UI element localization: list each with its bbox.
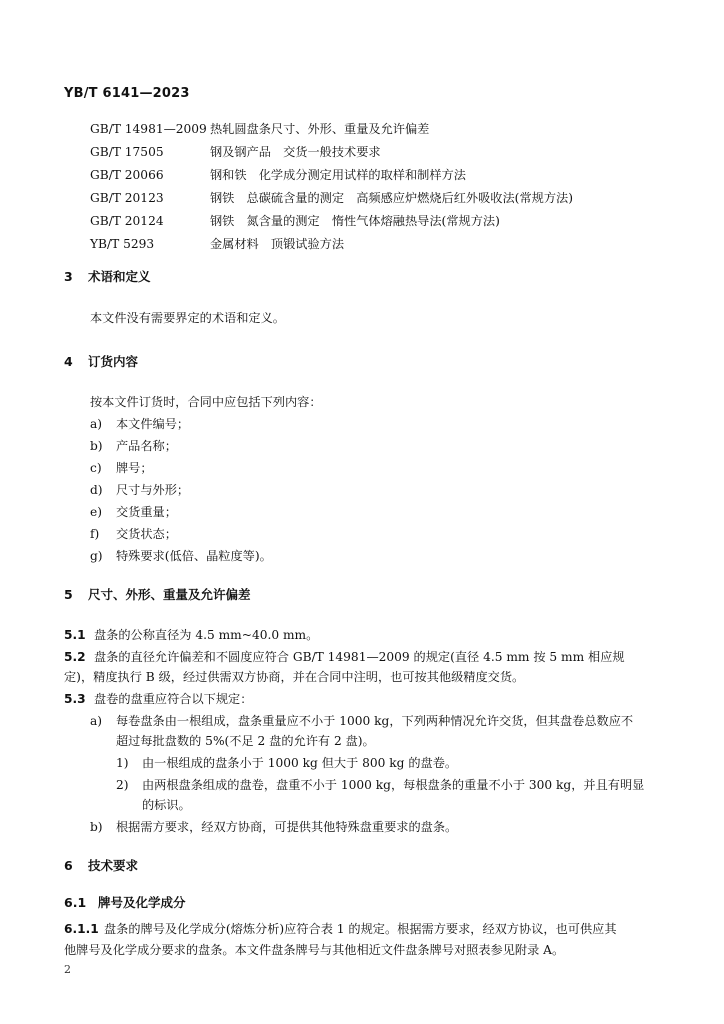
reference-title: 钢铁 总碳硫含量的测定 高频感应炉燃烧后红外吸收法(常规方法): [210, 191, 573, 205]
section-title: 订货内容: [88, 354, 139, 369]
reference-code: GB/T 20066: [90, 168, 164, 182]
reference-title: 钢及钢产品 交货一般技术要求: [210, 145, 381, 159]
list-text: 特殊要求(低倍、晶粒度等)。: [116, 549, 272, 563]
section-heading: [64, 267, 151, 285]
reference-item: [90, 189, 573, 207]
list-marker: d): [90, 483, 103, 497]
list-text: 尺寸与外形；: [116, 483, 190, 497]
section-title: 技术要求: [88, 858, 139, 873]
clause-text: 盘卷的盘重应符合以下规定：: [94, 692, 253, 706]
list-item: [90, 503, 177, 521]
subsection-heading: [64, 893, 186, 911]
list-marker: a): [90, 714, 103, 728]
list-text: 本文件编号；: [116, 417, 190, 431]
section-title: 术语和定义: [88, 269, 151, 284]
section-heading: [64, 856, 138, 874]
list-item: [90, 415, 189, 433]
list-item: [90, 818, 457, 836]
clause-number: 6.1.1: [64, 922, 99, 936]
clause-6-1-1: [64, 920, 617, 938]
sub-list-item: [116, 776, 644, 794]
list-marker: 2): [116, 778, 129, 792]
list-text-continuation: 的标识。: [142, 798, 191, 812]
list-marker: c): [90, 461, 102, 475]
clause-5-1: [64, 626, 318, 644]
list-marker: a): [90, 417, 103, 431]
list-text-continuation: 超过每批盘数的 5%(不足 2 盘的允许有 2 盘)。: [116, 734, 375, 748]
reference-item: [90, 166, 466, 184]
reference-code: GB/T 14981—2009: [90, 122, 207, 136]
sub-list-item: [116, 754, 457, 772]
clause-text-continuation: 他牌号及化学成分要求的盘条。本文件盘条牌号与其他相近文件盘条牌号对照表参见附录 A。: [64, 943, 565, 957]
list-item: [90, 459, 153, 477]
section-heading: [64, 585, 251, 603]
list-marker: b): [90, 820, 103, 834]
paragraph: 按本文件订货时，合同中应包括下列内容：: [90, 395, 322, 409]
clause-5-3: [64, 690, 252, 708]
reference-code: YB/T 5293: [90, 237, 155, 251]
list-item: [90, 437, 177, 455]
list-item: [90, 481, 189, 499]
reference-item: [90, 212, 500, 230]
reference-code: GB/T 17505: [90, 145, 164, 159]
document-code-header: YB/T 6141—2023: [64, 86, 190, 101]
reference-code: GB/T 20123: [90, 191, 164, 205]
list-item: [90, 547, 272, 565]
clause-number: 5.1: [64, 628, 86, 642]
section-number: 4: [64, 354, 73, 369]
reference-code: GB/T 20124: [90, 214, 164, 228]
list-text: 牌号；: [116, 461, 153, 475]
list-marker: 1): [116, 756, 129, 770]
section-number: 3: [64, 269, 73, 284]
clause-text: 盘条的直径允许偏差和不圆度应符合 GB/T 14981—2009 的规定(直径 4.5 mm 按 5 mm 相应规: [94, 650, 625, 664]
reference-title: 钢和铁 化学成分测定用试样的取样和制样方法: [210, 168, 466, 182]
reference-item: [90, 235, 344, 253]
clause-number: 5.2: [64, 650, 86, 664]
list-text: 交货状态；: [116, 527, 177, 541]
clause-5-2: [64, 648, 625, 666]
reference-title: 热轧圆盘条尺寸、外形、重量及允许偏差: [210, 122, 430, 136]
subsection-title: 牌号及化学成分: [98, 895, 186, 910]
section-heading: [64, 352, 138, 370]
reference-item: [90, 143, 381, 161]
list-marker: g): [90, 549, 103, 563]
section-number: 5: [64, 587, 73, 602]
list-item: [90, 525, 177, 543]
page-number: 2: [64, 963, 71, 976]
reference-title: 钢铁 氮含量的测定 惰性气体熔融热导法(常规方法): [210, 214, 500, 228]
list-text: 由两根盘条组成的盘卷，盘重不小于 1000 kg，每根盘条的重量不小于 300 kg，并且有明显: [142, 778, 645, 792]
section-title: 尺寸、外形、重量及允许偏差: [88, 587, 251, 602]
clause-text: 盘条的牌号及化学成分(熔炼分析)应符合表 1 的规定。根据需方要求，经双方协议，也可供应其: [104, 922, 617, 936]
list-marker: b): [90, 439, 103, 453]
subsection-number: 6.1: [64, 895, 87, 910]
clause-text: 盘条的公称直径为 4.5 mm~40.0 mm。: [94, 628, 319, 642]
list-text: 由一根组成的盘条小于 1000 kg 但大于 800 kg 的盘卷。: [142, 756, 458, 770]
clause-text-continuation: 定)，精度执行 B 级，经过供需双方协商，并在合同中注明，也可按其他级精度交货。: [64, 670, 525, 684]
list-text: 交货重量；: [116, 505, 177, 519]
list-text: 每卷盘条由一根组成，盘条重量应不小于 1000 kg，下列两种情况允许交货，但其盘卷总数应不: [116, 714, 634, 728]
reference-item: [90, 120, 429, 138]
list-item: [90, 712, 633, 730]
list-marker: f): [90, 527, 100, 541]
section-number: 6: [64, 858, 73, 873]
clause-number: 5.3: [64, 692, 86, 706]
list-text: 产品名称；: [116, 439, 177, 453]
reference-title: 金属材料 顶锻试验方法: [210, 237, 345, 251]
paragraph: 本文件没有需要界定的术语和定义。: [90, 311, 285, 325]
list-marker: e): [90, 505, 102, 519]
list-text: 根据需方要求，经双方协商，可提供其他特殊盘重要求的盘条。: [116, 820, 458, 834]
